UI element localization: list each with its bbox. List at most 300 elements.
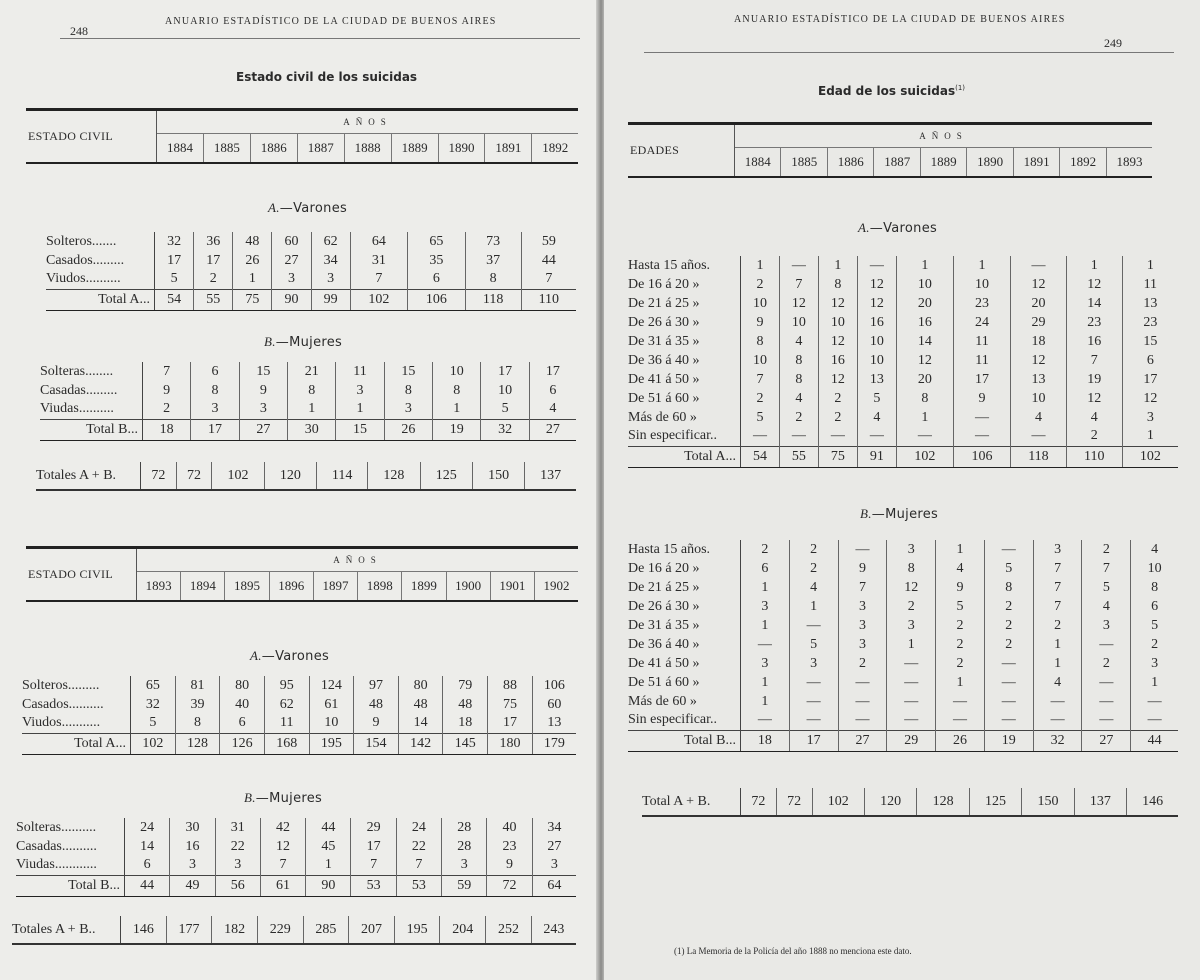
cell-value: — xyxy=(779,256,818,275)
cell-value: 1 xyxy=(336,400,384,419)
cell-value: 1 xyxy=(741,616,790,635)
total-row xyxy=(628,446,1178,467)
total-value: 53 xyxy=(351,875,396,896)
cell-value: 9 xyxy=(239,381,287,400)
cell-value: 44 xyxy=(541,252,556,268)
cell-value: 4 xyxy=(1011,408,1067,427)
cell-value: 3 xyxy=(170,856,215,875)
year-header: 1887 xyxy=(297,134,344,164)
table-row xyxy=(22,676,576,695)
cell-value: 3 xyxy=(336,381,384,400)
total-value: 54 xyxy=(155,289,194,310)
cell-value: 7 xyxy=(1033,597,1082,616)
cell-value: 81 xyxy=(175,676,220,695)
cell-value: — xyxy=(838,711,887,730)
table-row xyxy=(628,692,1178,711)
cell-value: 11 xyxy=(953,351,1010,370)
cell-value: 3 xyxy=(741,597,790,616)
total-value: 110 xyxy=(1066,446,1122,467)
year-header: 1891 xyxy=(485,134,532,164)
total-value: 55 xyxy=(194,289,233,310)
year-header: 1887 xyxy=(874,148,920,178)
section-heading-mujeres: B.—Mujeres xyxy=(244,790,323,806)
cell-value: 1 xyxy=(741,256,780,275)
data-table-varones xyxy=(628,256,1178,468)
row-label: De 21 á 25 » xyxy=(628,578,741,597)
table-row xyxy=(22,714,576,733)
cell-value: 1 xyxy=(896,256,953,275)
table-row xyxy=(628,370,1178,389)
table-row xyxy=(22,695,576,714)
cell-value: 12 xyxy=(1143,390,1158,406)
cell-value: 11 xyxy=(953,332,1010,351)
section-heading-varones: A.—Varones xyxy=(268,200,348,216)
cell-value: — xyxy=(1082,673,1131,692)
cell-value: 8 xyxy=(779,370,818,389)
cell-value: 1 xyxy=(306,856,351,875)
row-label: Casados.......... xyxy=(22,695,131,714)
page-number: 248 xyxy=(70,24,88,38)
cell-value: 9 xyxy=(487,856,532,875)
cell-value: 3 xyxy=(741,654,790,673)
cell-value: 13 xyxy=(547,715,562,731)
cell-value: 1 xyxy=(953,256,1010,275)
total-value: 56 xyxy=(215,875,260,896)
total-row xyxy=(628,730,1178,751)
total-value: 32 xyxy=(481,419,529,440)
cell-value: 4 xyxy=(857,408,896,427)
total-value: 29 xyxy=(887,730,936,751)
cell-value: 31 xyxy=(350,251,407,270)
cell-value: 6 xyxy=(741,559,790,578)
row-label: De 31 á 35 » xyxy=(628,616,741,635)
grand-total-label: Total A + B. xyxy=(642,788,741,816)
cell-value: 3 xyxy=(838,597,887,616)
cell-value: 8 xyxy=(887,559,936,578)
row-label: Solteras.......... xyxy=(16,818,125,837)
grand-total-value: 150 xyxy=(1022,788,1074,816)
total-label: Total B... xyxy=(16,875,125,896)
cell-value: 23 xyxy=(1066,313,1122,332)
table-row xyxy=(628,389,1178,408)
cell-value: — xyxy=(984,711,1033,730)
cell-value: 48 xyxy=(398,695,443,714)
cell-value: 59 xyxy=(541,233,556,249)
cell-value: 62 xyxy=(311,232,350,251)
grand-total-value: 137 xyxy=(1074,788,1126,816)
cell-value: 7 xyxy=(260,856,305,875)
cell-value: 16 xyxy=(170,837,215,856)
cell-value: 4 xyxy=(779,389,818,408)
cell-value: 1 xyxy=(936,673,985,692)
cell-value: 17 xyxy=(545,363,560,379)
cell-value: 40 xyxy=(487,818,532,837)
cell-value: 22 xyxy=(396,837,441,856)
cell-value: 12 xyxy=(818,332,857,351)
cell-value: 7 xyxy=(1033,559,1082,578)
year-header: 1893 xyxy=(137,572,181,602)
cell-value: 2 xyxy=(741,275,780,294)
total-value: 27 xyxy=(529,419,576,440)
table-row xyxy=(46,232,576,251)
year-header: 1886 xyxy=(250,134,297,164)
grand-total-value: 252 xyxy=(486,916,532,944)
row-label: De 21 á 25 » xyxy=(628,294,741,313)
total-value: 18 xyxy=(143,419,191,440)
year-header: 1885 xyxy=(781,148,827,178)
cell-value: 2 xyxy=(143,400,191,419)
cell-value: 80 xyxy=(398,676,443,695)
row-label: Hasta 15 años. xyxy=(628,256,741,275)
cell-value: 5 xyxy=(936,597,985,616)
cell-value: 2 xyxy=(838,654,887,673)
cell-value: 15 xyxy=(384,362,432,381)
total-label: Total A... xyxy=(628,446,741,467)
cell-value: 2 xyxy=(936,635,985,654)
cell-value: 2 xyxy=(789,540,838,559)
cell-value: 5 xyxy=(131,714,176,733)
cell-value: 30 xyxy=(170,818,215,837)
cell-value: 4 xyxy=(549,401,557,417)
cell-value: 2 xyxy=(818,408,857,427)
cell-value: 24 xyxy=(953,313,1010,332)
cell-value: 17 xyxy=(953,370,1010,389)
cell-value: 42 xyxy=(260,818,305,837)
row-label: De 31 á 35 » xyxy=(628,332,741,351)
total-value: 118 xyxy=(1011,446,1067,467)
cell-value: 45 xyxy=(306,837,351,856)
year-header: 1902 xyxy=(534,572,578,602)
cell-value: 2 xyxy=(984,597,1033,616)
table-row xyxy=(628,332,1178,351)
cell-value: — xyxy=(789,692,838,711)
grand-total-row xyxy=(12,916,576,944)
row-label: Hasta 15 años. xyxy=(628,540,741,559)
cell-value: 65 xyxy=(408,232,465,251)
total-value: 53 xyxy=(396,875,441,896)
cell-value: 48 xyxy=(354,695,399,714)
cell-value: 8 xyxy=(779,351,818,370)
row-label: De 36 á 40 » xyxy=(628,635,741,654)
cell-value: 36 xyxy=(194,232,233,251)
total-value: 44 xyxy=(1131,730,1178,751)
cell-value: 27 xyxy=(272,251,311,270)
cell-value: 1 xyxy=(741,578,790,597)
cell-value: 4 xyxy=(789,578,838,597)
cell-value: 5 xyxy=(984,559,1033,578)
cell-value: 3 xyxy=(1082,616,1131,635)
grand-total-value: 285 xyxy=(303,916,349,944)
total-value: 26 xyxy=(936,730,985,751)
cell-value: 6 xyxy=(549,382,557,398)
totals-table xyxy=(642,788,1178,817)
total-value: 90 xyxy=(306,875,351,896)
cell-value: 7 xyxy=(1066,351,1122,370)
cell-value: 2 xyxy=(936,654,985,673)
head-rule xyxy=(60,38,580,39)
cell-value: 5 xyxy=(481,400,529,419)
cell-value: 10 xyxy=(741,351,780,370)
grand-total-row xyxy=(36,462,576,490)
cell-value: 28 xyxy=(442,818,487,837)
grand-total-value: 72 xyxy=(176,462,212,490)
year-header: 1884 xyxy=(735,148,781,178)
cell-value: 7 xyxy=(396,856,441,875)
table-title: Edad de los suicidas$^{(1)}$ xyxy=(818,84,966,98)
cell-value: 10 xyxy=(779,313,818,332)
cell-value: — xyxy=(984,673,1033,692)
year-header: 1884 xyxy=(157,134,204,164)
cell-value: 15 xyxy=(1143,333,1158,349)
cell-value: 6 xyxy=(191,362,239,381)
total-value: 102 xyxy=(1122,446,1178,467)
cell-value: 10 xyxy=(953,275,1010,294)
years-label: AÑOS xyxy=(735,124,1153,148)
year-header: 1896 xyxy=(269,572,313,602)
cell-value: 13 xyxy=(1011,370,1067,389)
year-header: 1892 xyxy=(532,134,578,164)
cell-value: 97 xyxy=(354,676,399,695)
year-header: 1893 xyxy=(1106,148,1152,178)
year-header: 1890 xyxy=(967,148,1013,178)
cell-value: — xyxy=(741,635,790,654)
total-value: 179 xyxy=(532,733,576,754)
cell-value: 3 xyxy=(550,857,558,873)
running-head: ANUARIO ESTADÍSTICO DE LA CIUDAD DE BUENOS AIRES xyxy=(734,14,1066,25)
table-row xyxy=(16,856,576,875)
cell-value: 29 xyxy=(1011,313,1067,332)
row-label: De 51 á 60 » xyxy=(628,673,741,692)
total-value: 55 xyxy=(779,446,818,467)
cell-value: — xyxy=(1147,693,1162,709)
cell-value: 12 xyxy=(857,275,896,294)
grand-total-value: 72 xyxy=(141,462,177,490)
cell-value: 1 xyxy=(741,692,790,711)
cell-value: 3 xyxy=(887,616,936,635)
row-header-label: EDADES xyxy=(628,124,735,178)
cell-value: 10 xyxy=(433,362,481,381)
cell-value: 21 xyxy=(288,362,336,381)
cell-value: 14 xyxy=(896,332,953,351)
cell-value: 12 xyxy=(1011,275,1067,294)
grand-total-value: 120 xyxy=(864,788,916,816)
row-label: Más de 60 » xyxy=(628,408,741,427)
total-value: 54 xyxy=(741,446,780,467)
cell-value: 7 xyxy=(838,578,887,597)
cell-value: — xyxy=(838,540,887,559)
cell-value: 60 xyxy=(272,232,311,251)
cell-value: 3 xyxy=(311,270,350,289)
total-label: Total B... xyxy=(628,730,741,751)
grand-total-value: 102 xyxy=(812,788,864,816)
row-header-label: ESTADO CIVIL xyxy=(26,548,137,602)
cell-value: 9 xyxy=(143,381,191,400)
cell-value: 28 xyxy=(442,837,487,856)
row-label: Casadas.......... xyxy=(16,837,125,856)
row-label: Sin especificar.. xyxy=(628,427,741,446)
cell-value: 95 xyxy=(264,676,309,695)
grand-total-value: 146 xyxy=(121,916,167,944)
cell-value: 26 xyxy=(233,251,272,270)
year-header: 1894 xyxy=(181,572,225,602)
cell-value: — xyxy=(1011,256,1067,275)
total-value: 64 xyxy=(532,875,576,896)
cell-value: 9 xyxy=(936,578,985,597)
total-value: 19 xyxy=(433,419,481,440)
cell-value: 61 xyxy=(309,695,354,714)
cell-value: 12 xyxy=(779,294,818,313)
year-header: 1890 xyxy=(438,134,485,164)
cell-value: 6 xyxy=(220,714,265,733)
cell-value: 20 xyxy=(1011,294,1067,313)
cell-value: 12 xyxy=(896,351,953,370)
cell-value: 4 xyxy=(1082,597,1131,616)
cell-value: 3 xyxy=(1033,540,1082,559)
year-header: 1899 xyxy=(402,572,446,602)
cell-value: 9 xyxy=(838,559,887,578)
table-row xyxy=(46,270,576,289)
cell-value: 1 xyxy=(1066,256,1122,275)
cell-value: 12 xyxy=(1066,275,1122,294)
table-header xyxy=(26,108,578,164)
table-row xyxy=(40,362,576,381)
cell-value: — xyxy=(984,654,1033,673)
cell-value: 2 xyxy=(194,270,233,289)
cell-value: — xyxy=(953,408,1010,427)
cell-value: 10 xyxy=(1011,389,1067,408)
cell-value: 2 xyxy=(1066,427,1122,446)
cell-value: 34 xyxy=(311,251,350,270)
grand-total-value: 125 xyxy=(420,462,472,490)
section-heading-varones: A.—Varones xyxy=(250,648,330,664)
total-label: Total A... xyxy=(46,289,155,310)
row-label: De 51 á 60 » xyxy=(628,389,741,408)
cell-value: 16 xyxy=(1066,332,1122,351)
cell-value: 5 xyxy=(1151,617,1159,633)
cell-value: 1 xyxy=(1146,257,1154,273)
cell-value: 15 xyxy=(239,362,287,381)
cell-value: 2 xyxy=(1151,636,1159,652)
cell-value: 12 xyxy=(1011,351,1067,370)
year-header: 1886 xyxy=(827,148,873,178)
cell-value: 7 xyxy=(545,271,553,287)
section-heading-mujeres: B.—Mujeres xyxy=(860,506,939,522)
row-label: De 16 á 20 » xyxy=(628,559,741,578)
cell-value: 8 xyxy=(191,381,239,400)
table-row xyxy=(628,578,1178,597)
cell-value: 3 xyxy=(191,400,239,419)
table-row xyxy=(628,654,1178,673)
cell-value: 3 xyxy=(239,400,287,419)
grand-total-label: Totales A + B.. xyxy=(12,916,121,944)
cell-value: — xyxy=(779,427,818,446)
grand-total-value: 177 xyxy=(166,916,212,944)
cell-value: 7 xyxy=(351,856,396,875)
cell-value: 9 xyxy=(354,714,399,733)
data-table-mujeres xyxy=(16,818,576,897)
cell-value: 1 xyxy=(789,597,838,616)
total-value: 75 xyxy=(233,289,272,310)
total-value: 49 xyxy=(170,875,215,896)
total-value: 154 xyxy=(354,733,399,754)
cell-value: 10 xyxy=(481,381,529,400)
total-value: 145 xyxy=(443,733,488,754)
cell-value: 3 xyxy=(215,856,260,875)
cell-value: 8 xyxy=(384,381,432,400)
cell-value: 73 xyxy=(465,232,521,251)
data-table-varones xyxy=(22,676,576,755)
grand-total-label: Totales A + B. xyxy=(36,462,141,490)
grand-total-value: 114 xyxy=(317,462,368,490)
cell-value: 124 xyxy=(309,676,354,695)
year-header: 1900 xyxy=(446,572,490,602)
cell-value: 24 xyxy=(125,818,170,837)
cell-value: 16 xyxy=(857,313,896,332)
row-label: Viudos........... xyxy=(22,714,131,733)
table-row xyxy=(628,256,1178,275)
table-row xyxy=(628,351,1178,370)
table-row xyxy=(628,711,1178,730)
table-row xyxy=(628,427,1178,446)
year-header: 1892 xyxy=(1060,148,1106,178)
cell-value: 20 xyxy=(896,370,953,389)
table-row xyxy=(628,540,1178,559)
cell-value: — xyxy=(741,427,780,446)
cell-value: 2 xyxy=(789,559,838,578)
cell-value: — xyxy=(887,692,936,711)
cell-value: 3 xyxy=(887,540,936,559)
cell-value: 6 xyxy=(408,270,465,289)
total-value: 126 xyxy=(220,733,265,754)
cell-value: 79 xyxy=(443,676,488,695)
cell-value: 12 xyxy=(857,294,896,313)
grand-total-value: 207 xyxy=(349,916,395,944)
data-table-varones xyxy=(46,232,576,311)
cell-value: — xyxy=(936,692,985,711)
total-label: Total A... xyxy=(22,733,131,754)
cell-value: 11 xyxy=(1143,276,1158,292)
cell-value: 5 xyxy=(789,635,838,654)
row-label: De 41 á 50 » xyxy=(628,370,741,389)
cell-value: — xyxy=(789,616,838,635)
year-header: 1898 xyxy=(358,572,402,602)
total-row xyxy=(16,875,576,896)
cell-value: 1 xyxy=(1146,428,1154,444)
cell-value: 7 xyxy=(1033,578,1082,597)
cell-value: — xyxy=(984,540,1033,559)
grand-total-value: 128 xyxy=(368,462,420,490)
cell-value: 31 xyxy=(215,818,260,837)
grand-total-value: 137 xyxy=(525,462,576,490)
total-value: 106 xyxy=(953,446,1010,467)
total-row xyxy=(46,289,576,310)
cell-value: 12 xyxy=(260,837,305,856)
cell-value: 5 xyxy=(857,389,896,408)
cell-value: 1 xyxy=(233,270,272,289)
cell-value: 2 xyxy=(936,616,985,635)
cell-value: 2 xyxy=(984,635,1033,654)
year-header: 1889 xyxy=(391,134,438,164)
total-value: 59 xyxy=(442,875,487,896)
grand-total-value: 150 xyxy=(472,462,524,490)
cell-value: 23 xyxy=(953,294,1010,313)
cell-value: — xyxy=(896,427,953,446)
total-label: Total B... xyxy=(40,419,143,440)
row-label: De 36 á 40 » xyxy=(628,351,741,370)
row-label: Casados......... xyxy=(46,251,155,270)
cell-value: 39 xyxy=(175,695,220,714)
year-header: 1888 xyxy=(344,134,391,164)
